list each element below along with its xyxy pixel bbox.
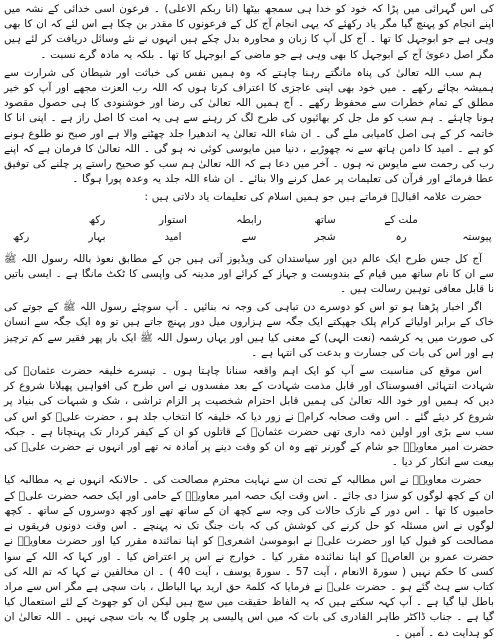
paragraph-4: آج کل جس طرح ایک عالم دین اور سیاستدان کی ویڈیوز آتی ہیں جن کے مطابق نعوذ باللہ رسول اللہ ﷺ سے ان کا نام ساتھ میں قیام کے بندوبست و جہاز کے کرائے اور مدینہ کی واپسی کا ٹکٹ مانگا ہے ۔ ایسی باتیں نا قابل معافی توہین رسالت ہیں ۔ bbox=[4, 252, 494, 296]
paragraph-7: حضرت معاویہؓ نے اس مطالبہ کے تحت ان سے نہایت محترم مصالحت کی ۔ حالانکہ انہوں نے یہ مطالبہ کیا ان کے کچھ لوگوں کو سزا دی جائے ۔ اس وقت ایک حصہ امیر معاویہؓ کے حامی اور ایک حصہ حضرت علیؓ کے حامیوں کا تھا ۔ اس دور کے نازک حالات کی وجہ سے کچھ ان کے ساتھ تھے اور کچھ دوسروں کے ساتھ ۔ کچھ لوگوں نے اس مسئلہ کو حل کرنے کی کوشش کی کہ بات جنگ تک نہ پہنچے ۔ اس وقت دونوں فریقوں نے مصالحت کو قبول کیا اور حضرت علیؓ نے ابوموسیٰ اشعریؓ کو اپنا نمائندہ مقرر کیا اور حضرت معاویہؓ نے حضرت عمرو بن العاصؓ کو اپنا نمائندہ مقرر کیا ۔ خوارج نے اس پر اعتراض کیا ۔ اور کہا کہ اللہ کے سوا کسی کا حکم نہیں ( سورۃ الانعام ، آیت 57 ۔ سورۃ یوسف ، آیت 40 ) ۔ ان مخالفین نے کہا کہ تم اللہ کی کتاب سے ہٹ گئے ہو ۔ حضرت علیؓ نے فرمایا کہ کلمۃ حق ارید بہا الباطل ، بات سچی ہے مگر اس سے مراد باطل لیا گیا ہے ۔ آپ کہہ سکتے ہیں کہ یہ الفاظ حقیقت میں سچ ہیں لیکن ان کو جھوٹ کے لئے استعمال کیا گیا ہے ۔ جناب ڈاکٹر طاہر القادری کی بات کہ میں اس پالیسی پر چلوں گا یہ بات سچی نہیں ۔ اللہ تعالیٰ ان کو ہدایت دے ۔ آمین ۔ bbox=[4, 474, 494, 639]
verse-word: رہ bbox=[395, 230, 407, 243]
verse-word: رکھ bbox=[12, 230, 30, 243]
verse-word: پیوستہ bbox=[462, 230, 492, 243]
verse-word: امید bbox=[164, 230, 182, 243]
verse-word: سے bbox=[241, 230, 257, 243]
paragraph-2: ہم سب اللہ تعالیٰ کی پناہ مانگتے رہنا چاہتے کہ وہ ہمیں نفس کی خباثت اور شیطان کی شرارت سے ہمیشہ بچائے رکھے ۔ میں خود بھی اپنی عاجزی کا اعتراف کرتا ہوں کہ اللہ رب العزت مجھے اور آپ کو خیر مطلق کے تمام خطرات سے محفوظ رکھے ۔ آج ہمیں اللہ تعالیٰ کی رضا اور خوشنودی کا ہی حصول مقصود ہونا چاہئے ۔ ہم سب کو مل جل کر بھائیوں کی طرح لگ کر رہنے سے ہی یہ امت کا اصل راز ہے ۔ اپنی انا کا خاتمہ کر کے ہی اصل کامیابی ملے گی ۔ ان شاء اللہ تعالیٰ یہ اندھیرا جلد چھٹنے والا ہے اور صبح نو طلوع ہونے کو ہے ۔ امید کا دامن ہاتھ سے نہ چھوڑیے ، دنیا میں مایوسی کوئی نہ ہو گی ۔ اللہ تعالیٰ کا فرمان ہے کہ اپنے رب کی رحمت سے مایوس نہ ہوں ۔ آخر میں دعا ہے کہ اللہ تعالیٰ ہم سب کو صحیح راستے پر چلنے کی توفیق عطا فرمائے اور قرآن کی تعلیمات پر عمل کرنے والا بنائے ۔ ان شاء اللہ جلد یہ وعدہ پورا ہوگا ۔ bbox=[4, 66, 494, 186]
paragraph-1: کی اس گہرائی میں پڑا کہ خود کو خدا ہی سمجھ بیٹھا (انا ربکم الاعلی) ۔ فرعون اسی خدائی کے نشہ میں اپنے انجام کو پہنچ گیا مگر یاد رکھئے کہ یہی انجام آج کل کے فرعونوں کا مقدر بن چکا ہے اس لئے کہ ان کا بھی وہی ہے جو ابوجہل کا تھا ۔ آج کل آپ کا زبان و محاورہ بدل چکے ہیں انہوں نے نئے وسائل دریافت کر لئے ہیں مگر اصل دعویٰ آج کے ابوجہل کا بھی وہی ہے جو ماضی کے ابوجہل کا تھا ۔ بلکہ یہ مادہ گرے نسبت ۔ bbox=[4, 3, 494, 61]
verse-word: ساتھ bbox=[314, 213, 336, 226]
paragraph-6: اس موقع کی مناسبت سے آپ کو ایک اہم واقعہ سنانا چاہتا ہوں ۔ تیسرے خلیفہ حضرت عثمانؓ کی شہادت انتہائی افسوسناک اور قابل مذمت شہادت کے بعد مفسدوں نے اس طرح کی افواہیں پھیلانا شروع کر دیں کہ ہمیں اور خود اللہ تعالیٰ کی ہمیں قابل احترام شخصیت پر الزام تراشی ، شک و شبہات کی بنیاد پر شروع کر دیئے گئے ۔ اس وقت صحابہ کرامؓ نے زور دیا کہ خلیفہ کا انتخاب جلد ہو ، حضرت علیؓ کو اس کی سب سے بڑی اور اولین ذمہ داری تھی حضرت عثمانؓ کے قاتلوں کو ان کے کیفر کردار تک پہنچانا ہے ۔ جبکہ حضرت امیر معاویہؓ جو شام کے گورنر تھے وہ ان کو وقت دینے پر آمادہ نہ تھے اور انہوں نے حضرت علیؓ کی بیعت سے انکار کر دیا ۔ bbox=[4, 365, 494, 469]
paragraph-3: حضرت علامہ اقبالؒ فرماتے ہیں جو ہمیں اسلام کی تعلیمات یاد دلاتی ہیں : bbox=[144, 191, 482, 204]
verse-word: شجر bbox=[314, 230, 336, 243]
verse-word: رکھ bbox=[88, 213, 106, 226]
verse-line-2 bbox=[4, 229, 494, 246]
verse-word: استوار bbox=[158, 213, 187, 226]
verse-word: رابطہ bbox=[236, 213, 262, 226]
paragraph-5: اگر اخبار پڑھنا ہو تو اس کو دوسرے دن تباہی کی وجہ نہ بنائیں ۔ آپ سوچئے رسول اللہ ﷺ کے جوتے کی خاک کے برابر اولیائے کرام پلک جھپکتے ایک جگہ سے ہزاروں میل دور پہنچ جاتے ہیں تو وہ ایک جگہ سے انسان کی صورت میں یہ کرشمہ (نعت الہی) کے معنی کیا ہیں اور یہاں رسول اللہ ﷺ ایک بار پھر فقیر سے کم ترچیز ہے اور اس کی بات کی جسارت و بدعت کی انتہا ہے ۔ bbox=[4, 301, 494, 359]
verse-word: ملت کے bbox=[384, 213, 418, 226]
verse-line-1 bbox=[4, 212, 494, 229]
verse-word: بہار bbox=[88, 230, 106, 243]
poetry-verse bbox=[4, 212, 494, 246]
